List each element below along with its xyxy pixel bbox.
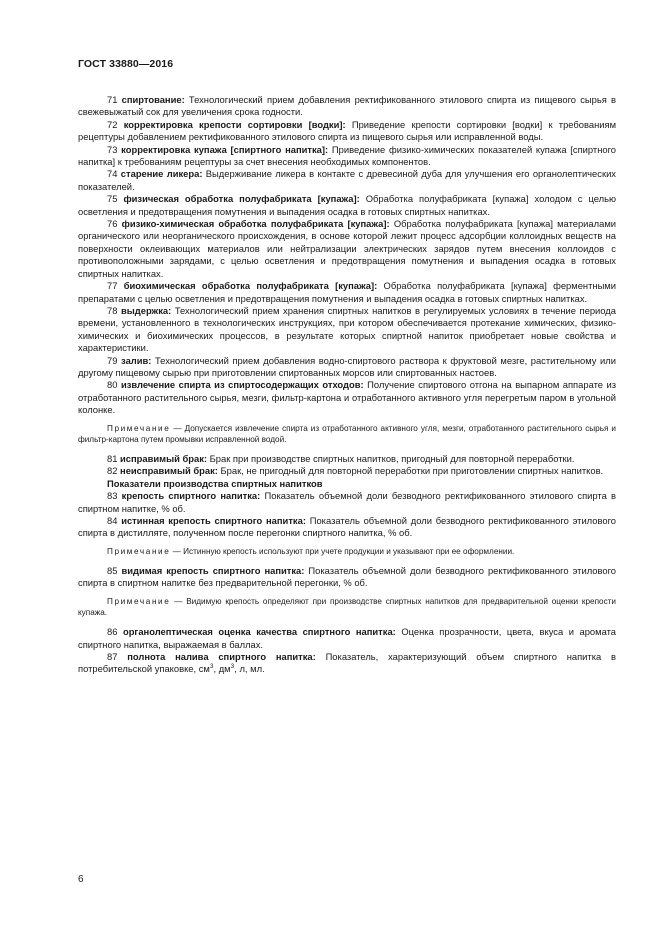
- note-80: [78, 423, 616, 445]
- term: залив:: [121, 354, 152, 366]
- item-number: 77: [107, 280, 118, 292]
- definition-text: Обработка полуфабриката [купажа] холодом с целью осветления и предотвращения помутнения и выпадения осадка в готовых спиртных напитках.: [78, 193, 617, 217]
- section-heading: Показатели производства спиртных напитков: [107, 477, 323, 489]
- term: спиртование:: [121, 94, 185, 105]
- definition-text: Брак при производстве спиртных напитков, пригодный для повторной переработки.: [209, 452, 575, 464]
- superscript: 3: [209, 663, 214, 671]
- term: выдержка:: [121, 304, 172, 316]
- item-number: 72: [107, 118, 118, 130]
- definition-text: Оценка прозрачности, цвета, вкуса и аромата спиртного напитка, выражаемая в баллах.: [78, 626, 616, 650]
- definition-text: , л, мл.: [234, 663, 265, 675]
- note-85: [78, 596, 616, 618]
- definition-text: Показатель объемной доли безводного ректификованного этилового спирта в дистилляте, полученном после перегонки спиртного напитка, % об.: [78, 515, 616, 539]
- definition-77: [78, 280, 616, 305]
- note-text: — Истинную крепость используют при учете продукции и указывают при ее оформлении.: [172, 546, 515, 556]
- definition-text: Технологический прием хранения спиртных напитков в регулируемых условиях в течение периода времени, установленного в технологических инструкциях, при котором обеспечивается протекание химических, физико-химических и биохимических процессов, в результате которых спиртной напиток приобретает новые свойства и характеристики.: [78, 304, 616, 354]
- definition-80: [78, 379, 616, 416]
- item-number: 71: [107, 94, 118, 105]
- definition-text: Показатель объемной доли безводного ректификованного этилового спирта в спиртном напитке, % об.: [78, 490, 617, 514]
- definition-74: [78, 168, 616, 193]
- definition-72: [78, 119, 616, 144]
- definition-71: [78, 94, 616, 119]
- superscript: 3: [230, 663, 235, 671]
- term: физическая обработка полуфабриката [купажа]:: [123, 193, 360, 205]
- item-number: 83: [107, 490, 118, 502]
- definition-text: Приведение физико-химических показателей купажа [спиртного напитка] к требованиям рецептуры за счет внесения необходимых компонентов.: [78, 143, 617, 168]
- item-number: 80: [107, 379, 118, 391]
- definition-79: [78, 355, 616, 380]
- definition-87: [78, 651, 616, 676]
- note-84: [78, 546, 616, 557]
- definition-76: [78, 218, 616, 280]
- definition-text: Технологический прием добавления водно-спиртового раствора к фруктовой мезге, растительному или другому пищевому сырью при приготовлении спиртованных морсов или спиртованных настоев.: [78, 354, 616, 378]
- item-number: 78: [107, 304, 118, 316]
- term: неисправимый брак:: [120, 465, 218, 477]
- definition-78: [78, 305, 616, 355]
- item-number: 82: [107, 465, 118, 477]
- note-label: Примечание: [107, 423, 171, 433]
- definition-text: Технологический прием добавления ректификованного этилового спирта из пищевого сырья в свежевыжатый сок для увеличения срока годности.: [78, 94, 616, 118]
- term: органолептическая оценка качества спиртного напитка:: [122, 626, 396, 638]
- note-label: Примечание: [107, 596, 171, 606]
- definition-83: [78, 490, 616, 515]
- term: видимая крепость спиртного напитка:: [121, 565, 305, 577]
- definition-text: Получение спиртового отгона на выпарном аппарате из отработанного растительного сырья, мезги, фильтр-картона и отработанного активного угля перегретым паром в угольной колонке.: [78, 379, 617, 416]
- definition-text: Показатель, характеризующий объем спиртного напитка в потребительской упаковке, см: [78, 651, 617, 675]
- term: полнота налива спиртного напитка:: [127, 651, 316, 663]
- definition-text: Приведение крепости сортировки [водки] к требованиям рецептуры добавлением ректификованного этилового спирта из пищевого сырья или исправленной воды.: [78, 118, 617, 143]
- item-number: 84: [107, 515, 118, 526]
- definition-75: [78, 193, 616, 218]
- term: крепость спиртного напитка:: [121, 490, 261, 502]
- definition-84: [78, 515, 616, 540]
- item-number: 85: [107, 565, 118, 577]
- definition-73: [78, 144, 616, 169]
- definition-text: Показатель объемной доли безводного ректификованного этилового спирта в спиртном напитке без предварительной перегонки, % об.: [78, 565, 617, 589]
- definition-82: [78, 465, 616, 477]
- definition-text: Обработка полуфабриката [купажа] материалами органического или неорганического происхождения, в основе которой лежит процесс адсорбции коллоидных веществ на поверхности оклеивающих материалов или нейтрализации электрических зарядов путем внесения коллоидов с противоположными зарядами, с целью осветления и предотвращения помутнения и выпадения осадка в готовых спиртных напитках.: [78, 218, 616, 279]
- item-number: 76: [107, 218, 118, 230]
- definition-81: [78, 453, 616, 465]
- note-text: — Допускается извлечение спирта из отработанного активного угля, мезги, отработанного растительного сырья и фильтр-картона путем промывки исправленной водой.: [78, 423, 616, 444]
- item-number: 73: [107, 143, 118, 155]
- item-number: 75: [107, 193, 118, 205]
- note-text: — Видимую крепость определяют при производстве спиртных напитков для предварительной оценки крепости купажа.: [78, 596, 616, 618]
- term: исправимый брак:: [120, 452, 208, 464]
- term: корректировка купажа [спиртного напитка]:: [121, 143, 329, 155]
- document-header: ГОСТ 33880—2016: [78, 58, 174, 70]
- document-body: [78, 94, 616, 676]
- item-number: 74: [107, 168, 118, 180]
- item-number: 81: [107, 452, 118, 464]
- term: старение ликера:: [120, 168, 203, 180]
- page-number: 6: [78, 874, 84, 885]
- item-number: 86: [107, 626, 118, 638]
- term: корректировка крепости сортировки [водки]:: [123, 118, 346, 130]
- term: извлечение спирта из спиртосодержащих отходов:: [120, 379, 364, 391]
- item-number: 87: [107, 651, 118, 663]
- definition-text: Обработка полуфабриката [купажа] ферментными препаратами с целью осветления и предотвращения помутнения и выпадения осадка в готовых спиртных напитках.: [78, 280, 616, 304]
- definition-text: Брак, не пригодный для повторной переработки при приготовлении спиртных напитков.: [220, 465, 604, 477]
- term: физико-химическая обработка полуфабриката [купажа]:: [121, 218, 390, 230]
- term: биохимическая обработка полуфабриката [купажа]:: [123, 280, 378, 292]
- definition-86: [78, 626, 616, 651]
- note-label: Примечание: [107, 546, 171, 556]
- definition-text: Выдерживание ликера в контакте с древесиной дуба для улучшения его органолептических показателей.: [78, 168, 616, 192]
- definition-text: , дм: [213, 663, 231, 675]
- item-number: 79: [107, 354, 118, 366]
- definition-85: [78, 565, 616, 590]
- term: истинная крепость спиртного напитка:: [121, 515, 306, 526]
